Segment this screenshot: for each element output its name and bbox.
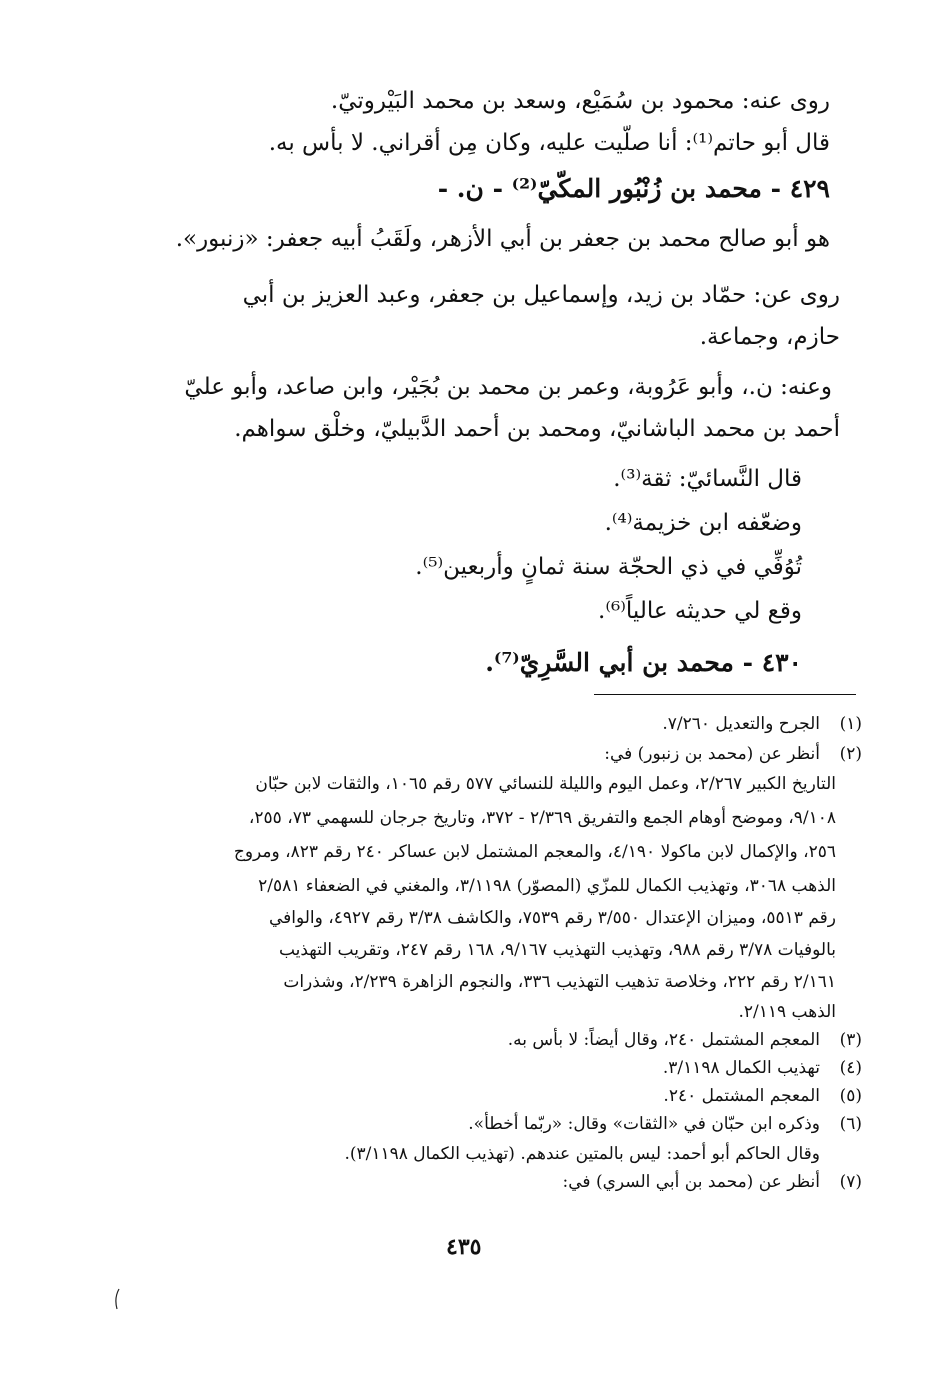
footnote-4-number: (٤) bbox=[839, 1058, 862, 1078]
pen-mark bbox=[114, 1288, 120, 1310]
footnote-6-line-2: وقال الحاكم أبو أحمد: ليس بالمتين عندهم. (تهذيب الكمال ٣/١١٩٨). bbox=[344, 1144, 820, 1164]
footnote-3-number: (٣) bbox=[839, 1030, 862, 1050]
footnote-1-number: (١) bbox=[839, 714, 862, 734]
footnote-2-line-8: الذهب ٢/١١٩. bbox=[738, 1002, 836, 1022]
footnote-2-line-4: الذهب ٣٠٦٨، وتهذيب الكمال للمزّي (المصوّر) ٣/١١٩٨، والمغني في الضعفاء ٢/٥٨١ bbox=[258, 876, 836, 896]
footnote-7-number: (٧) bbox=[839, 1172, 862, 1192]
narrated-from-line-cont: حازم، وجماعة. bbox=[699, 324, 840, 350]
footnote-2-line-5: رقم ٥٥١٣، وميزان الإعتدال ٣/٥٥٠ رقم ٧٥٣٩، والكاشف ٣/٣٨ رقم ٤٩٢٧، والوافي bbox=[268, 908, 836, 928]
footnote-2-number: (٢) bbox=[839, 744, 862, 764]
narrators-from-line: روى عنه: محمود بن سُمَيْع، وسعد بن محمد البَيْروتيّ. bbox=[330, 88, 830, 114]
page-number: ٤٣٥ bbox=[446, 1234, 482, 1260]
students-line: وعنه: ن.، وأبو عَرُوبة، وعمر بن محمد بن بُجَيْر، وابن صاعد، وأبو عليّ bbox=[184, 374, 832, 400]
death-date-line: تُوُفِّي في ذي الحجّة سنة ثمانٍ وأربعين⁽⁵⁾. bbox=[415, 554, 802, 580]
narrated-from-line: روى عن: حمّاد بن زيد، وإسماعيل بن جعفر، وعبد العزيز بن أبي bbox=[242, 282, 840, 308]
footnote-5: المعجم المشتمل ٢٤٠. bbox=[663, 1086, 820, 1106]
footnote-4: تهذيب الكمال ٣/١١٩٨. bbox=[662, 1058, 820, 1078]
footnote-5-number: (٥) bbox=[839, 1086, 862, 1106]
entry-heading-430: ٤٣٠ - محمد بن أبي السَّرِيّ⁽⁷⁾. bbox=[485, 648, 802, 677]
footnote-1: الجرح والتعديل ٧/٢٦٠. bbox=[662, 714, 820, 734]
footnote-3: المعجم المشتمل ٢٤٠، وقال أيضاً: لا بأس به. bbox=[507, 1030, 820, 1050]
footnote-2-line-6: بالوفيات ٣/٧٨ رقم ٩٨٨، وتهذيب التهذيب ٩/١٦٧، ١٦٨ رقم ٢٤٧، وتقريب التهذيب bbox=[278, 940, 836, 960]
footnote-2: أنظر عن (محمد بن زنبور) في: bbox=[604, 744, 820, 764]
ibn-khuzayma-grading: وضعّفه ابن خزيمة⁽⁴⁾. bbox=[604, 510, 802, 536]
footnote-2-line-7: ٢/١٦١ رقم ٢٢٢، وخلاصة تذهيب التهذيب ٣٣٦، والنجوم الزاهرة ٢/٢٣٩، وشذرات bbox=[283, 972, 836, 992]
footnote-2-line-3: ٢٥٦، والإكمال لابن ماكولا ٤/١٩٠، والمعجم المشتمل لابن عساكر ٢٤٠ رقم ٨٢٣، ومروج bbox=[233, 842, 836, 862]
high-chain-line: وقع لي حديثه عالياً⁽⁶⁾. bbox=[598, 598, 802, 624]
footnote-2-line-1: التاريخ الكبير ٢/٢٦٧، وعمل اليوم والليلة للنسائي ٥٧٧ رقم ١٠٦٥، والثقات لابن حبّان bbox=[255, 774, 836, 794]
entry-heading-429: ٤٢٩ - محمد بن زُنْبُور المكّيّ⁽²⁾ - ن. - bbox=[437, 174, 830, 203]
nasai-grading: قال النَّسائيّ: ثقة⁽³⁾. bbox=[613, 466, 802, 492]
footnote-6-number: (٦) bbox=[839, 1114, 862, 1134]
kunya-line: هو أبو صالح محمد بن جعفر بن أبي الأزهر، ولَقَبُ أبيه جعفر: «زنبور». bbox=[175, 226, 830, 252]
footnote-7: أنظر عن (محمد بن أبي السري) في: bbox=[562, 1172, 820, 1192]
footnote-6: وذكره ابن حبّان في «الثقات» وقال: «ربّما أخطأ». bbox=[468, 1114, 820, 1134]
students-line-cont: أحمد بن محمد الباشانيّ، ومحمد بن أحمد الدَّبيليّ، وخلْق سواهم. bbox=[234, 416, 840, 442]
footnote-separator bbox=[594, 694, 856, 695]
footnote-2-line-2: ٩/١٠٨، وموضح أوهام الجمع والتفريق ٢/٣٦٩ - ٣٧٢، وتاريخ جرجان للسهمي ٧٣، ٢٥٥، bbox=[248, 808, 836, 828]
abu-hatim-quote: قال أبو حاتم⁽¹⁾: أنا صلّيت عليه، وكان مِن أقراني. لا بأس به. bbox=[268, 130, 830, 156]
